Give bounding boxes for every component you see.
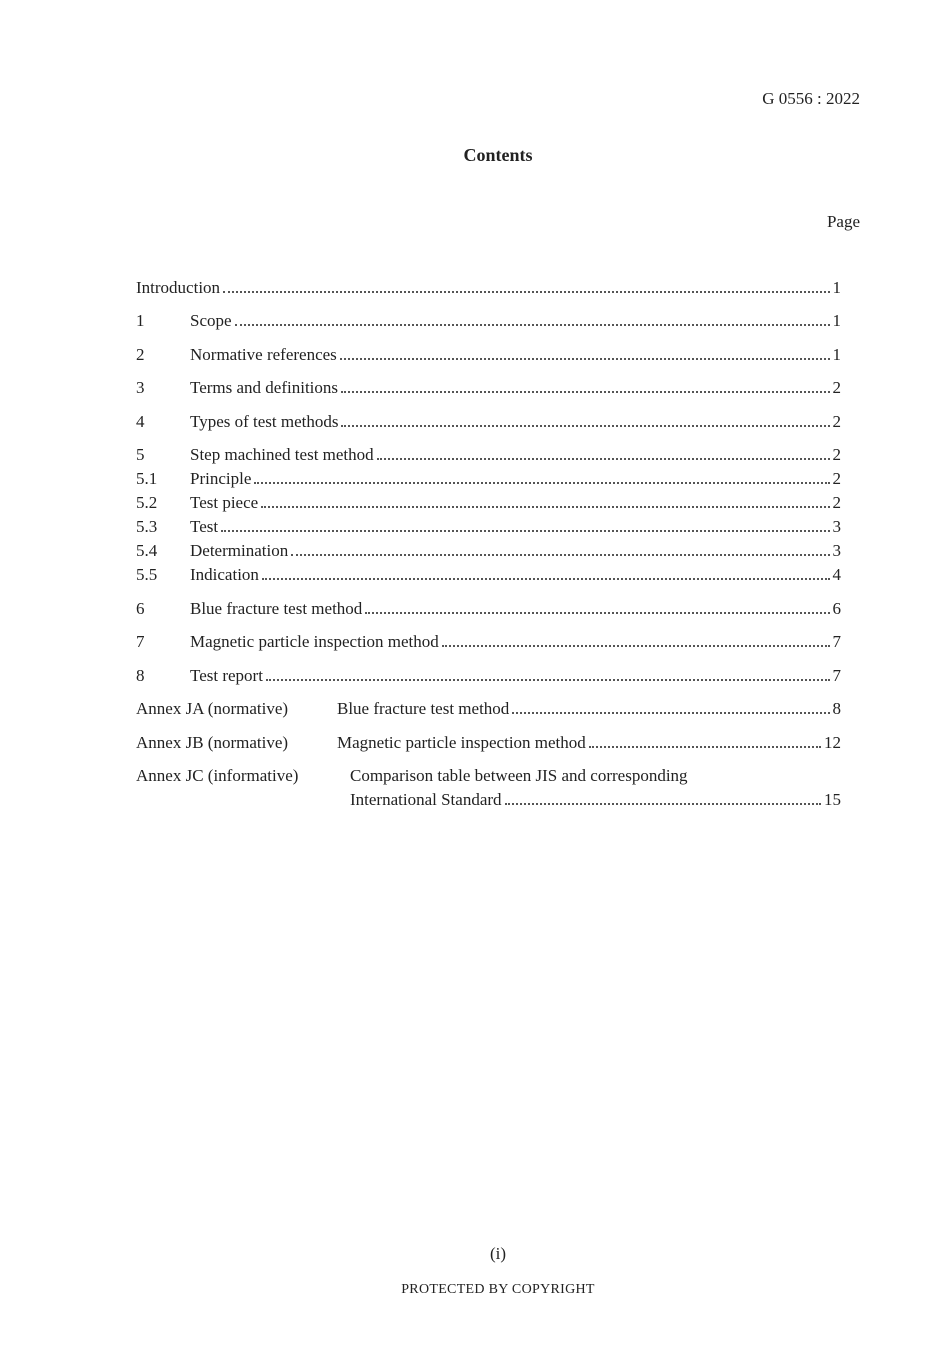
toc-entry[interactable] — [136, 445, 841, 467]
annex-prefix: Annex JA (normative) — [136, 699, 289, 718]
toc-entry-label-line1: Comparison table between JIS and corresponding — [350, 766, 688, 785]
toc-entry[interactable] — [136, 666, 841, 688]
dot-leader — [341, 391, 829, 393]
toc-entry-page: 1 — [832, 311, 841, 330]
dot-leader — [505, 803, 821, 805]
toc-entry-page: 2 — [832, 445, 841, 464]
dot-leader — [221, 530, 829, 532]
page-title: Contents — [463, 145, 533, 165]
copyright-notice: PROTECTED BY COPYRIGHT — [401, 1282, 595, 1297]
toc-entry-annex-jb[interactable] — [136, 733, 841, 755]
dot-leader — [377, 458, 830, 460]
toc-entry-page: 3 — [832, 541, 841, 560]
toc-entry-label: Normative references — [190, 345, 337, 364]
dot-leader — [512, 712, 829, 714]
toc-entry-number: 5.5 — [136, 565, 158, 584]
dot-leader — [223, 291, 829, 293]
toc-entry[interactable] — [136, 345, 841, 367]
toc-entry-label: Scope — [190, 311, 232, 330]
toc-entry-number: 5 — [136, 445, 145, 464]
toc-entry-number: 4 — [136, 412, 145, 431]
toc-entry-annex-jc[interactable] — [136, 766, 841, 788]
toc-entry-label: Determination — [190, 541, 289, 560]
page-column-label: Page — [826, 212, 860, 231]
toc-entry[interactable] — [136, 599, 841, 621]
dot-leader — [262, 578, 830, 580]
toc-entry-number: 5.3 — [136, 517, 158, 536]
toc-entry-introduction[interactable] — [136, 278, 841, 300]
toc-entry-label: Terms and definitions — [190, 378, 339, 397]
toc-entry-page: 4 — [832, 565, 841, 584]
document-code: G 0556 : 2022 — [762, 89, 860, 108]
dot-leader — [340, 358, 830, 360]
toc-entry[interactable] — [136, 311, 841, 333]
toc-entry-annex-ja[interactable] — [136, 699, 841, 721]
dot-leader — [266, 679, 830, 681]
toc-entry-page: 2 — [832, 412, 841, 431]
toc-entry[interactable] — [136, 632, 841, 654]
toc-entry-label: Blue fracture test method — [190, 599, 363, 618]
toc-entry-label: Principle — [190, 469, 252, 488]
toc-entry-label: Step machined test method — [190, 445, 374, 464]
toc-entry[interactable] — [136, 541, 841, 563]
toc-entry-page: 2 — [832, 493, 841, 512]
toc-entry-page: 8 — [832, 699, 841, 718]
toc-entry-label: Indication — [190, 565, 259, 584]
toc-entry-number: 5.1 — [136, 469, 158, 488]
toc-entry-page: 2 — [832, 378, 841, 397]
dot-leader — [341, 425, 829, 427]
toc-entry-label: Test piece — [190, 493, 259, 512]
toc-entry-number: 1 — [136, 311, 145, 330]
toc-entry[interactable] — [136, 378, 841, 400]
toc-entry-label-line2: International Standard — [350, 790, 502, 809]
toc-entry-label: Introduction — [136, 278, 221, 297]
toc-entry-label: Test — [190, 517, 219, 536]
toc-entry-page: 7 — [832, 632, 841, 651]
annex-prefix: Annex JB (normative) — [136, 733, 289, 752]
dot-leader — [442, 645, 830, 647]
toc-entry-page: 1 — [832, 345, 841, 364]
toc-entry-number: 6 — [136, 599, 145, 618]
toc-entry-number: 8 — [136, 666, 145, 685]
toc-entry-label: Types of test methods — [190, 412, 339, 431]
toc-entry[interactable] — [136, 517, 841, 539]
toc-entry-number: 3 — [136, 378, 145, 397]
toc-entry-annex-jc-continuation[interactable] — [350, 790, 841, 812]
toc-entry-label: Magnetic particle inspection method — [190, 632, 439, 651]
toc-entry-page: 12 — [824, 733, 841, 752]
toc-entry-page: 7 — [832, 666, 841, 685]
toc-entry-number: 5.4 — [136, 541, 158, 560]
toc-entry-number: 7 — [136, 632, 145, 651]
dot-leader — [235, 324, 830, 326]
toc-entry-number: 5.2 — [136, 493, 158, 512]
toc-entry[interactable] — [136, 565, 841, 587]
toc-entry[interactable] — [136, 412, 841, 434]
page-number: (i) — [489, 1244, 507, 1263]
toc-entry-page: 1 — [832, 278, 841, 297]
dot-leader — [291, 554, 829, 556]
annex-prefix: Annex JC (informative) — [136, 766, 299, 785]
toc-entry[interactable] — [136, 493, 841, 515]
toc-entry[interactable] — [136, 469, 841, 491]
dot-leader — [365, 612, 829, 614]
toc-entry-page: 15 — [824, 790, 841, 809]
toc-entry-page: 3 — [832, 517, 841, 536]
toc-entry-page: 2 — [832, 469, 841, 488]
dot-leader — [261, 506, 829, 508]
toc-entry-label: Test report — [190, 666, 263, 685]
toc-entry-label: Blue fracture test method — [337, 699, 510, 718]
toc-entry-page: 6 — [832, 599, 841, 618]
toc-entry-number: 2 — [136, 345, 145, 364]
dot-leader — [589, 746, 821, 748]
dot-leader — [254, 482, 829, 484]
toc-entry-label: Magnetic particle inspection method — [337, 733, 586, 752]
